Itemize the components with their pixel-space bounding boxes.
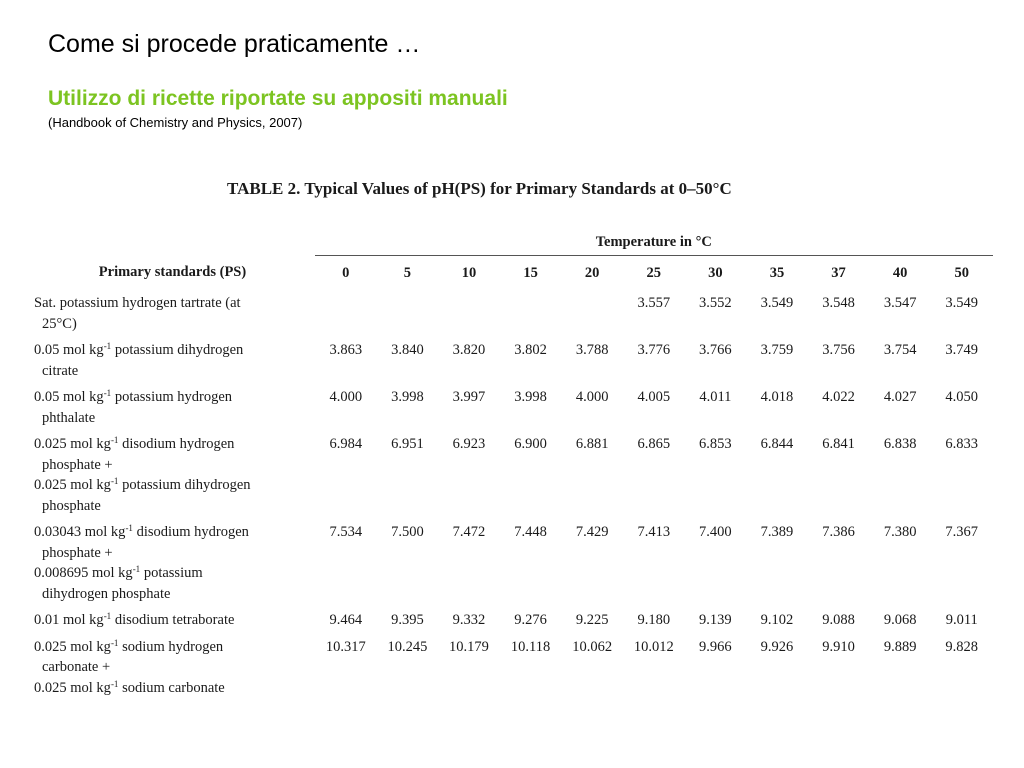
ph-value-cell: 9.910 [822,638,855,655]
ph-value-cell: 10.317 [325,638,366,655]
ph-value-cell: 6.951 [391,436,424,452]
label-line: 0.025 mol $kg^{-1}$ sodium carbonate [34,678,225,696]
ph-value-cell: 9.926 [760,638,794,655]
ph-value-cell: 3.549 [760,295,794,311]
temperature-column-header: 50 [954,264,969,281]
ph-value-cell: 6.841 [822,436,855,452]
table-body [30,290,993,701]
ph-value-cell: 7.413 [637,524,671,540]
table-row [30,290,993,337]
ph-value-cell: 6.865 [637,436,671,452]
ph-value-cell: 9.139 [699,612,732,628]
ph-value-cell: 3.998 [391,389,424,405]
ph-value-cell: 3.788 [575,342,609,358]
ph-value-cell: 9.332 [452,612,486,628]
ph-value-cell [561,290,623,337]
ph-value-cell: 7.534 [329,524,363,540]
ph-value-cell: 3.776 [637,342,671,358]
temperature-column-header: 5 [403,264,412,281]
label-line: Sat. potassium hydrogen tartrate (at [34,295,241,311]
label-line: 0.025 mol $kg^{-1}$ sodium hydrogen [34,637,224,655]
ph-value-cell: 4.027 [883,389,917,405]
ph-value-cell: 7.500 [391,524,424,540]
label-line: phthalate [42,409,96,426]
ph-value-cell: 3.548 [822,295,855,311]
ph-value-cell: 7.367 [945,524,979,540]
table-row [30,634,993,702]
label-line: 0.05 mol $kg^{-1}$ potassium dihydrogen [34,341,244,358]
stub-header: Primary standards (PS) [98,264,247,281]
primary-standard-label [30,337,315,384]
ph-value-cell: 9.088 [822,612,855,628]
label-line: 0.025 mol $kg^{-1}$ disodium hydrogen [34,435,235,452]
ph-standards-table [30,229,993,701]
ph-value-cell: 3.997 [452,389,486,405]
ph-value-cell: 9.395 [391,612,424,628]
ph-value-cell: 6.853 [699,436,732,452]
ph-value-cell: 7.400 [699,524,732,540]
ph-value-cell: 3.863 [329,342,363,358]
ph-value-cell: 7.448 [514,524,547,540]
ph-value-cell: 10.012 [633,638,674,655]
label-line: 0.05 mol $kg^{-1}$ potassium hydrogen [34,388,233,405]
label-line: 0.03043 mol $kg^{-1}$ disodium hydrogen [34,523,249,540]
source-citation: (Handbook of Chemistry and Physics, 2007) [48,115,303,130]
ph-value-cell: 3.749 [945,342,979,358]
table-row [30,384,993,431]
ph-value-cell: 4.011 [699,389,732,405]
primary-standard-label [30,519,315,607]
ph-value-cell: 4.050 [945,389,979,405]
ph-value-cell: 4.000 [575,389,609,405]
table-row [30,431,993,519]
temperature-column-header: 37 [831,264,846,281]
primary-standard-label [30,431,315,519]
ph-value-cell: 7.386 [822,524,855,540]
ph-value-cell: 6.833 [945,436,979,452]
ph-value-cell: 9.276 [514,612,547,628]
label-line: dihydrogen phosphate [42,585,171,602]
ph-value-cell: 10.245 [387,638,428,655]
temperature-column-header: 0 [342,264,350,281]
ph-value-cell: 3.756 [822,342,855,358]
ph-value-cell: 9.068 [883,612,917,628]
temperature-column-header: 30 [708,264,723,281]
label-line: carbonate + [42,659,111,675]
ph-value-cell [438,290,500,337]
primary-standard-label [30,634,315,702]
ph-value-cell [500,290,562,337]
temperature-column-header: 40 [892,264,908,281]
ph-value-cell: 9.464 [329,612,363,628]
ph-value-cell: 7.472 [452,524,486,540]
ph-value-cell: 4.005 [637,389,671,405]
temperature-column-header: 25 [646,264,662,281]
primary-standard-label [30,384,315,431]
ph-value-cell: 3.754 [883,342,917,358]
ph-value-cell: 9.180 [637,612,671,628]
ph-value-cell: 3.820 [452,342,486,358]
temperature-header: Temperature in °C [315,229,993,256]
ph-value-cell: 3.547 [883,295,917,311]
ph-value-cell: 10.062 [572,638,613,655]
ph-value-cell: 3.766 [699,342,732,358]
temperature-column-header: 20 [584,264,600,281]
ph-value-cell: 4.000 [329,389,363,405]
ph-value-cell: 10.118 [510,638,551,655]
temperature-column-header: 10 [461,264,477,281]
ph-value-cell: 10.179 [449,638,489,655]
ph-value-cell: 9.102 [760,612,794,628]
ph-value-cell: 3.840 [391,342,424,358]
slide-subtitle: Utilizzo di ricette riportate su appositi manuali [48,87,508,110]
table-row [30,607,993,634]
ph-value-cell: 6.923 [452,436,486,452]
ph-value-cell: 3.759 [760,342,794,358]
label-line: phosphate + [42,456,113,473]
ph-value-cell: 9.225 [575,612,609,628]
ph-value-cell: 6.900 [514,436,547,452]
table-row [30,519,993,607]
ph-value-cell: 3.802 [514,342,547,358]
ph-value-cell: 7.429 [575,524,609,540]
ph-value-cell: 9.889 [883,638,917,655]
label-line: 25°C) [42,315,77,332]
ph-value-cell [377,290,439,337]
label-line: 0.025 mol $kg^{-1}$ potassium dihydrogen [34,476,251,493]
ph-value-cell: 4.018 [760,389,794,405]
table-row [30,337,993,384]
ph-value-cell: 6.881 [575,436,609,452]
primary-standard-label [30,290,315,337]
ph-value-cell: 3.557 [637,295,671,311]
label-line: citrate [42,362,79,379]
temperature-column-header: 35 [769,264,785,281]
ph-value-cell: 4.022 [822,389,855,405]
ph-value-cell: 3.998 [514,389,547,405]
ph-value-cell: 3.549 [945,295,979,311]
table-caption: TABLE 2. Typical Values of pH(PS) for Primary Standards at 0–50°C [227,179,732,198]
ph-value-cell: 6.844 [760,436,794,452]
ph-value-cell: 7.380 [883,524,917,540]
column-header-row [30,256,993,291]
label-line: 0.008695 mol $kg^{-1}$ potassium [34,564,203,581]
label-line: 0.01 mol $kg^{-1}$ disodium tetraborate [34,611,235,628]
ph-value-cell: 6.984 [329,436,363,452]
primary-standard-label [30,607,315,634]
ph-value-cell: 7.389 [760,524,794,540]
ph-value-cell [315,290,377,337]
slide-title: Come si procede praticamente … [48,30,421,58]
label-line: phosphate [42,497,101,514]
ph-value-cell: 6.838 [883,436,917,452]
ph-value-cell: 9.828 [945,638,979,655]
ph-value-cell: 9.966 [699,638,732,655]
temperature-column-header: 15 [523,264,538,281]
ph-value-cell: 3.552 [699,295,732,311]
ph-value-cell: 9.011 [945,612,978,628]
label-line: phosphate + [42,544,113,561]
